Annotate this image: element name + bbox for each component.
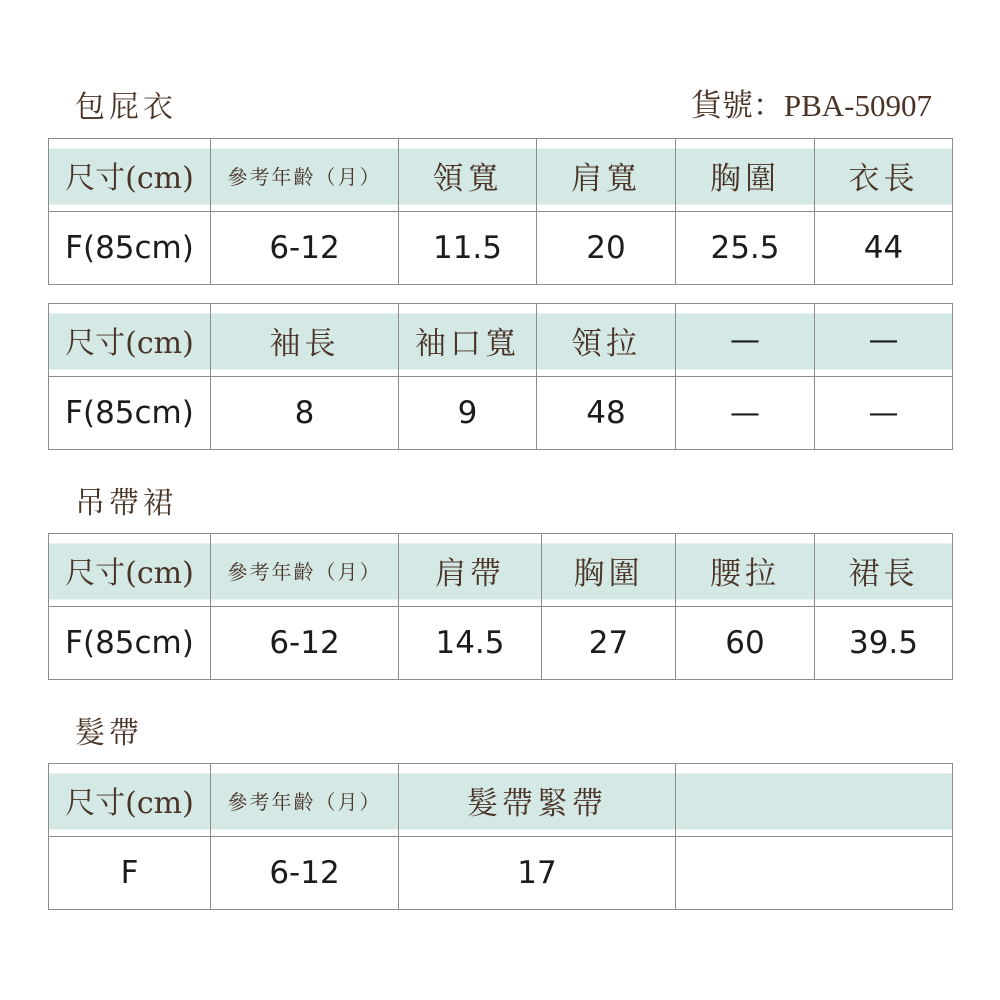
cell-size: F — [49, 837, 211, 910]
header-ref-age: 參考年齡（月） — [211, 764, 399, 837]
header-size: 尺寸(cm) — [49, 764, 211, 837]
section-title-headband: 髮帶 — [75, 716, 143, 751]
header-headband-elastic: 髮帶緊帶 — [399, 764, 676, 837]
cell-size: F(85cm) — [49, 607, 211, 680]
cell-empty-dash: — — [676, 377, 815, 450]
cell-shoulder-width: 20 — [537, 212, 676, 285]
table-row — [49, 377, 953, 450]
cell-cuff-width: 9 — [399, 377, 537, 450]
table-row — [49, 607, 953, 680]
cell-ref-age: 6-12 — [211, 607, 399, 680]
header-empty — [676, 764, 953, 837]
cell-sleeve-length: 8 — [211, 377, 399, 450]
table-row — [49, 837, 953, 910]
header-cuff-width: 袖口寬 — [399, 304, 537, 377]
table-header-row — [49, 534, 953, 607]
header-ref-age: 參考年齡（月） — [211, 139, 399, 212]
table-header-row — [49, 764, 953, 837]
header-strap: 肩帶 — [399, 534, 542, 607]
cell-strap: 14.5 — [399, 607, 542, 680]
header-length: 衣長 — [815, 139, 953, 212]
header-size: 尺寸(cm) — [49, 139, 211, 212]
header-chest: 胸圍 — [542, 534, 676, 607]
header-ref-age: 參考年齡（月） — [211, 534, 399, 607]
header-size: 尺寸(cm) — [49, 304, 211, 377]
item-number: 貨號：PBA-50907 — [690, 88, 932, 123]
header-shoulder-width: 肩寬 — [537, 139, 676, 212]
cell-neck-stretch: 48 — [537, 377, 676, 450]
cell-chest: 27 — [542, 607, 676, 680]
table-header-row — [49, 139, 953, 212]
size-table-bodysuit-2 — [48, 303, 953, 450]
cell-chest: 25.5 — [676, 212, 815, 285]
header-empty-dash: — — [676, 304, 815, 377]
cell-empty-dash: — — [815, 377, 953, 450]
cell-skirt-length: 39.5 — [815, 607, 953, 680]
cell-waist-stretch: 60 — [676, 607, 815, 680]
cell-ref-age: 6-12 — [211, 837, 399, 910]
header-skirt-length: 裙長 — [815, 534, 953, 607]
header-size: 尺寸(cm) — [49, 534, 211, 607]
section-title-bodysuit: 包屁衣 — [75, 90, 177, 125]
header-sleeve-length: 袖長 — [211, 304, 399, 377]
size-table-bodysuit-1 — [48, 138, 953, 285]
size-table-skirt — [48, 533, 953, 680]
section-title-skirt: 吊帶裙 — [75, 486, 177, 521]
header-neck-width: 領寬 — [399, 139, 537, 212]
table-header-row — [49, 304, 953, 377]
cell-headband-elastic: 17 — [399, 837, 676, 910]
cell-neck-width: 11.5 — [399, 212, 537, 285]
header-neck-stretch: 領拉 — [537, 304, 676, 377]
size-table-headband — [48, 763, 953, 910]
table-row — [49, 212, 953, 285]
header-waist-stretch: 腰拉 — [676, 534, 815, 607]
header-chest: 胸圍 — [676, 139, 815, 212]
cell-size: F(85cm) — [49, 212, 211, 285]
cell-size: F(85cm) — [49, 377, 211, 450]
cell-length: 44 — [815, 212, 953, 285]
cell-ref-age: 6-12 — [211, 212, 399, 285]
header-empty-dash: — — [815, 304, 953, 377]
cell-empty — [676, 837, 953, 910]
